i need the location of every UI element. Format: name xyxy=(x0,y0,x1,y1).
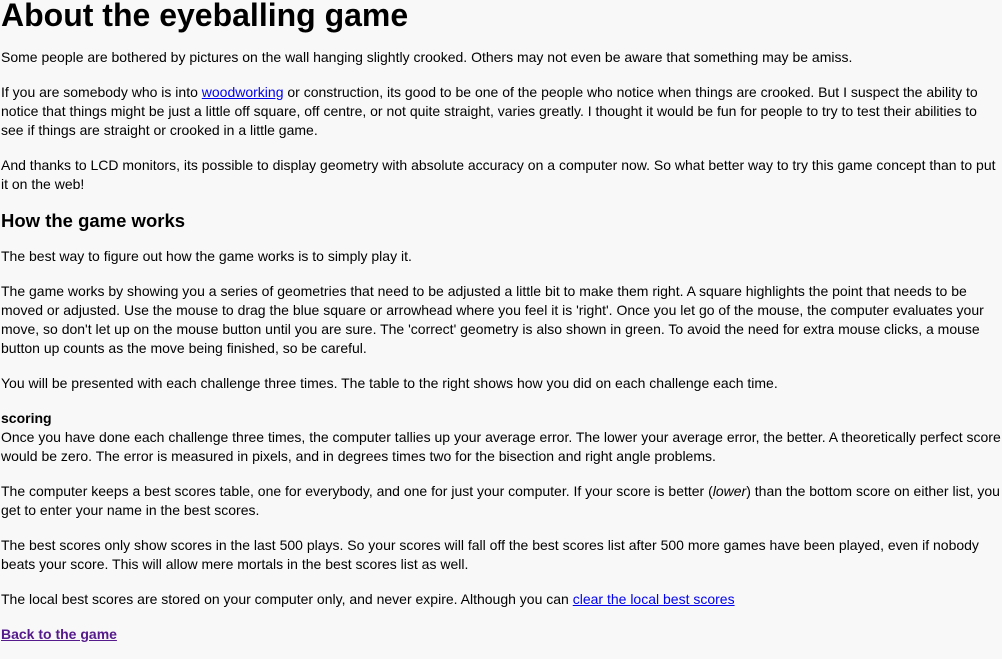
how-paragraph: The best way to figure out how the game works is to simply play it. xyxy=(1,248,412,264)
intro-paragraph: Some people are bothered by pictures on the wall hanging slightly crooked. Others may not even be aware that something may be amiss. xyxy=(1,49,853,65)
how-paragraph: The game works by showing you a series of geometries that need to be adjusted a little bit to make them right. A square highlights the point that needs to be moved or adjusted. Use the mouse to drag the blue square or arrowhead where you feel it is 'right'. Once you let go of the mouse, the computer evaluates your move, so don't let up on the mouse button until you are sure. The 'correct' geometry is also shown in green. To avoid the need for extra mouse clicks, a mouse button up counts as the move being finished, so be careful. xyxy=(1,283,984,356)
how-heading: How the game works xyxy=(1,210,186,231)
intro-paragraph: And thanks to LCD monitors, its possible to display geometry with absolute accuracy on a computer now. So what better way to try this game concept than to put it on the web! xyxy=(1,157,996,192)
clear-scores-link[interactable]: clear the local best scores xyxy=(572,591,735,607)
back-paragraph xyxy=(1,625,1002,644)
page-title: About the eyeballing game xyxy=(1,0,409,33)
scoring-heading: scoring xyxy=(1,410,52,426)
scoring-paragraph: scoring Once you have done each challenge three times, the computer tallies up your average error. The lower your average error, the better. A theoretically perfect score would be zero. The error is measured in pixels, and in degrees times two for the bisection and right angle problems. xyxy=(1,410,1001,464)
how-paragraph: You will be presented with each challenge three times. The table to the right shows how you did on each challenge each time. xyxy=(1,375,778,391)
scoring-paragraph: The computer keeps a best scores table, one for everybody, and one for just your computer. If your score is better (lower) than the bottom score on either list, you get to enter your name in the best scores. xyxy=(1,483,1000,518)
back-to-game-link[interactable]: Back to the game xyxy=(1,626,117,642)
intro-paragraph: If you are somebody who is into woodworking or construction, its good to be one of the people who notice when things are crooked. But I suspect the ability to notice that things might be just a little off square, off centre, or not quite straight, varies greatly. I thought it would be fun for people to try to test their abilities to see if things are straight or crooked in a little game. xyxy=(1,84,978,138)
woodworking-link[interactable]: woodworking xyxy=(201,84,284,100)
scoring-paragraph: The local best scores are stored on your computer only, and never expire. Although you can clear the local best scores xyxy=(1,591,735,607)
scoring-paragraph: The best scores only show scores in the last 500 plays. So your scores will fall off the best scores list after 500 more games have been played, even if nobody beats your score. This will allow mere mortals in the best scores list as well. xyxy=(1,537,979,572)
